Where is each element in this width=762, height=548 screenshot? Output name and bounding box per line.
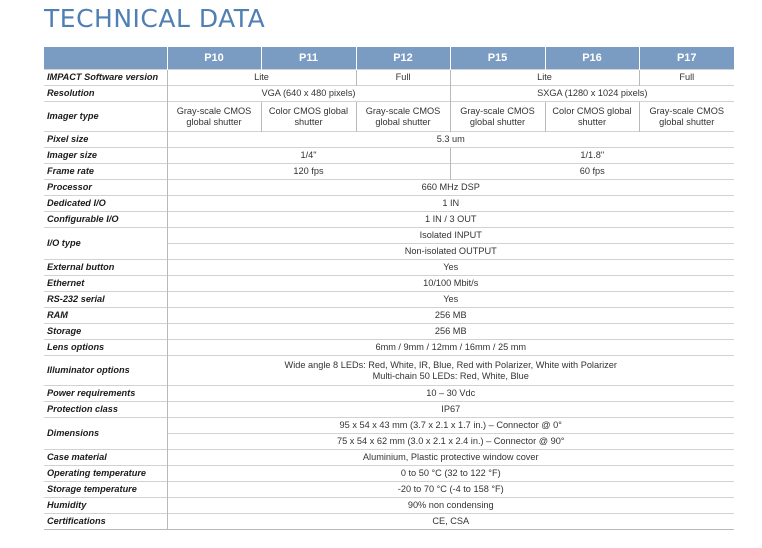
table-row [44, 102, 734, 132]
cell-value: 95 x 54 x 43 mm (3.7 x 2.1 x 1.7 in.) – Connector @ 0° [167, 418, 734, 434]
cell-value [545, 102, 639, 132]
cell-value: 0 to 50 °C (32 to 122 °F) [167, 466, 734, 482]
header-p10: P10 [167, 47, 261, 70]
row-label: Certifications [44, 514, 167, 530]
cell-line: global shutter [659, 116, 715, 127]
table-row [44, 356, 734, 386]
cell-line: shutter [294, 116, 323, 127]
row-label: Lens options [44, 340, 167, 356]
row-label: External button [44, 260, 167, 276]
row-label: Protection class [44, 402, 167, 418]
cell-value: 256 MB [167, 324, 734, 340]
table-row [44, 418, 734, 434]
cell-line: global shutter [469, 116, 526, 127]
cell-value: -20 to 70 °C (-4 to 158 °F) [167, 482, 734, 498]
cell-line: Color CMOS global [268, 105, 349, 116]
cell-value: Yes [167, 292, 734, 308]
row-label: Configurable I/O [44, 212, 167, 228]
cell-value: SXGA (1280 x 1024 pixels) [450, 86, 734, 102]
header-p11: P11 [261, 47, 356, 70]
cell-value: 256 MB [167, 308, 734, 324]
row-label: I/O type [44, 228, 167, 260]
table-row [44, 402, 734, 418]
table-row [44, 482, 734, 498]
cell-value: 1 IN [167, 196, 734, 212]
cell-value: 120 fps [167, 164, 450, 180]
cell-value: 75 x 54 x 62 mm (3.0 x 2.1 x 2.4 in.) – Connector @ 90° [167, 434, 734, 450]
row-label: Power requirements [44, 386, 167, 402]
cell-line: global shutter [375, 116, 431, 127]
row-label: Dedicated I/O [44, 196, 167, 212]
cell-line: Gray-scale CMOS [365, 105, 441, 116]
cell-line: Gray-scale CMOS [460, 105, 535, 116]
cell-value: 6mm / 9mm / 12mm / 16mm / 25 mm [167, 340, 734, 356]
row-label: Resolution [44, 86, 167, 102]
cell-line: Multi-chain 50 LEDs: Red, White, Blue [372, 370, 529, 381]
table-row [44, 196, 734, 212]
table-row [44, 70, 734, 86]
row-label: Imager size [44, 148, 167, 164]
cell-line: Gray-scale CMOS [176, 105, 252, 116]
cell-line: Wide angle 8 LEDs: Red, White, IR, Blue, Red with Polarizer, White with Polarizer [284, 359, 617, 370]
row-label: Storage temperature [44, 482, 167, 498]
cell-value: Lite [167, 70, 356, 86]
row-label: Dimensions [44, 418, 167, 450]
row-label: Humidity [44, 498, 167, 514]
table-row [44, 228, 734, 244]
row-label: Frame rate [44, 164, 167, 180]
table-row [44, 514, 734, 530]
cell-value [356, 102, 450, 132]
header-p12: P12 [356, 47, 450, 70]
header-row [44, 47, 734, 70]
table-row [44, 466, 734, 482]
cell-value: Full [356, 70, 450, 86]
cell-value: IP67 [167, 402, 734, 418]
cell-value [450, 102, 545, 132]
cell-value: Yes [167, 260, 734, 276]
cell-value: 90% non condensing [167, 498, 734, 514]
table-row [44, 324, 734, 340]
cell-value: Isolated INPUT [167, 228, 734, 244]
table-row [44, 212, 734, 228]
row-label: IMPACT Software version [44, 70, 167, 86]
cell-value: 5.3 um [167, 132, 734, 148]
cell-line: global shutter [186, 116, 242, 127]
cell-line: Color CMOS global [552, 105, 632, 116]
cell-value [167, 356, 734, 386]
row-label: Ethernet [44, 276, 167, 292]
cell-value: 10 – 30 Vdc [167, 386, 734, 402]
cell-value [167, 102, 261, 132]
table-row [44, 308, 734, 324]
header-blank [44, 47, 167, 70]
cell-value: CE, CSA [167, 514, 734, 530]
header-p15: P15 [450, 47, 545, 70]
cell-value: 10/100 Mbit/s [167, 276, 734, 292]
table-row [44, 180, 734, 196]
row-label: RAM [44, 308, 167, 324]
header-p17: P17 [639, 47, 734, 70]
cell-value: 1/4" [167, 148, 450, 164]
cell-value: 660 MHz DSP [167, 180, 734, 196]
table-row [44, 164, 734, 180]
row-label: RS-232 serial [44, 292, 167, 308]
table-row [44, 148, 734, 164]
cell-value [639, 102, 734, 132]
spec-table [44, 47, 734, 530]
cell-line: shutter [577, 116, 607, 127]
table-row [44, 132, 734, 148]
cell-value: Non-isolated OUTPUT [167, 244, 734, 260]
cell-line: Gray-scale CMOS [649, 105, 725, 116]
table-row [44, 386, 734, 402]
table-row [44, 276, 734, 292]
cell-value [261, 102, 356, 132]
cell-value: VGA (640 x 480 pixels) [167, 86, 450, 102]
row-label: Case material [44, 450, 167, 466]
header-p16: P16 [545, 47, 639, 70]
cell-value: 60 fps [450, 164, 734, 180]
row-label: Pixel size [44, 132, 167, 148]
row-label: Illuminator options [44, 356, 167, 386]
table-row [44, 260, 734, 276]
table-row [44, 498, 734, 514]
page-title: TECHNICAL DATA [44, 4, 266, 33]
row-label: Storage [44, 324, 167, 340]
cell-value: Lite [450, 70, 639, 86]
row-label: Operating temperature [44, 466, 167, 482]
row-label: Processor [44, 180, 167, 196]
table-row [44, 340, 734, 356]
table-row [44, 292, 734, 308]
table-row [44, 450, 734, 466]
table-row [44, 86, 734, 102]
cell-value: 1 IN / 3 OUT [167, 212, 734, 228]
cell-value: Full [639, 70, 734, 86]
row-label: Imager type [44, 102, 167, 132]
cell-value: Aluminium, Plastic protective window cover [167, 450, 734, 466]
cell-value: 1/1.8" [450, 148, 734, 164]
